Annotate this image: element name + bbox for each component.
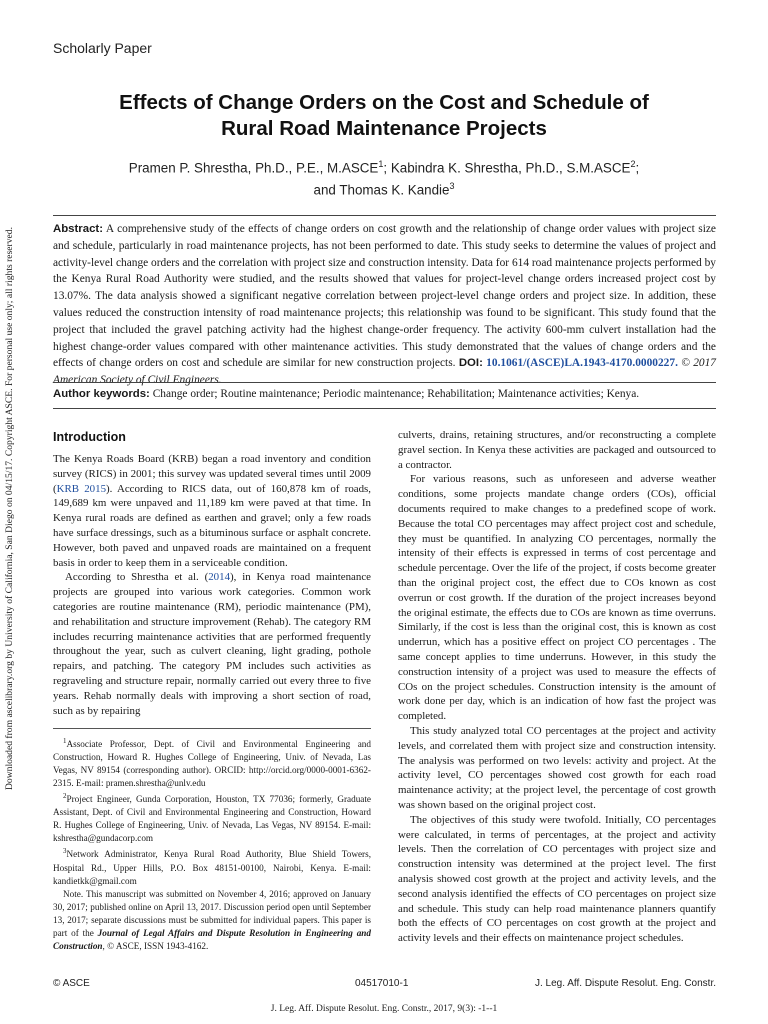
intro-paragraph-2: According to Shrestha et al. (2014), in Kenya road maintenance projects are grouped into various work categories. Common work categories are routine maintenance (RM), periodic maintenance (PM), and rehabilitation and structure improvement (Rehab). The category RM includes recurring maintenance activities that are performed frequently throughout the year, such as culvert cleaning, light grading, pothole repairs, and patching. The category PM includes such activities as regraveling and structure repair, normally carried out every three to five years. Rehab normally deals with improving a short section of road, such as by repairing — [53, 571, 372, 717]
author-1-affil: 1 — [378, 159, 384, 169]
body-paragraph-1: For various reasons, such as unforeseen and adverse weather conditions, some projects mandate change orders (COs), official documents required to make changes to a predefined scope of work. Because the total CO percentages may affect project cost and schedule, they must be quantified. In analyzing CO percentages, normally the intensity of their effects is expressed in terms of cost percentage and schedule percentage. Over the life of the project, if costs become greater than the original project cost, the effect due to COs known as cost overrun or cost growth. If the duration of the project increases beyond the original estimate, the effects due to COs are known as time overruns. Similarly, if the cost is less than the original cost, this is known as cost underrun, which has a positive effect on project CO percentages . The same concept applies to time underruns. However, in this study the construction intensity of a project was used to measure the effects of COs on the project schedules. Construction intensity is the amount of work done per day, which is an indication of how fast the project was completed. — [398, 473, 716, 723]
abstract-text: A comprehensive study of the effects of change orders on cost growth and the relationship of change order values with project size and schedule, particularly in road maintenance projects, has not been performed to date. This study seeks to determine the values of project and activity-level change orders and the correlation with project size and construction intensity. Data for 614 road maintenance projects performed by the Kenya Rural Road Authority were studied, and the results showed that values for project-level change orders increased project cost by 13.07%. The data analysis showed a significant negative correlation between project-level change orders and project size. In addition, these values reduced the construction intensity of road maintenance projects; this relationship was found to be significant. This study found that the project that included the gravel patching activity had the highest change-order frequency. The activity 600-mm culvert installation had the highest change-order values compared with other maintenance activities. This study demonstrated that the values of change orders and the effects of change orders on cost and schedule are similar for new construction projects. — [53, 223, 716, 370]
footnote-2: $^2$Project Engineer, Gunda Corporation, Houston, TX 77036; formerly, Graduate Assistant, Dept. of Civil and Environmental Engineering and Construction, Howard R. Hughes College of Engineering, Univ. of Nevada, Las Vegas, NV 89154. E-mail: kshrestha@gundacorp.com — [53, 792, 371, 844]
author-2: ; Kabindra K. Shrestha, Ph.D., S.M.ASCE — [383, 160, 631, 176]
paper-title — [40, 90, 728, 142]
abstract-copyright: © 2017 American Society of Civil Engineers. — [53, 357, 716, 387]
abstract-top-rule — [53, 215, 716, 216]
abstract-label: Abstract: — [53, 223, 104, 235]
author-2-sep: ; — [635, 160, 640, 176]
paper-category: Scholarly Paper — [53, 40, 152, 56]
footnote-rule — [53, 728, 371, 729]
citation-krb-2015[interactable]: KRB 2015 — [56, 482, 107, 495]
author-2-affil: 2 — [630, 159, 636, 169]
keywords-bottom-rule — [53, 408, 716, 409]
author-3-affil: 3 — [449, 181, 455, 192]
right-column — [398, 428, 716, 946]
author-1: Pramen P. Shrestha, Ph.D., P.E., M.ASCE — [128, 160, 379, 176]
footer-article-number: 04517010-1 — [355, 978, 409, 989]
keywords-text: Change order; Routine maintenance; Periodic maintenance; Rehabilitation; Maintenance activities; Kenya. — [149, 388, 640, 400]
journal-name: Journal of Legal Affairs and Dispute Resolution in Engineering and Construction — [53, 927, 371, 951]
doi-label: DOI: — [458, 357, 483, 370]
author-3: and Thomas K. Kandie — [313, 182, 450, 198]
footnote-3: $^3$Network Administrator, Kenya Rural Road Authority, Blue Shield Towers, Hospital Rd., Upper Hills, P.O. Box 48151-00100, Nairobi, Kenya. E-mail: kandietkk@gmail.com — [53, 847, 371, 886]
section-heading-introduction: Introduction — [53, 430, 126, 444]
author-list — [40, 155, 728, 200]
manuscript-note: Note. This manuscript was submitted on November 4, 2016; approved on January 30, 2017; published online on April 13, 2017. Discussion period open until September 13, 2017; separate discussions must be submitted for individual papers. This paper is part of the Journal of Legal Affairs and Dispute Resolution in Engineering and Construction, © ASCE, ISSN 1943-4162. — [53, 888, 371, 951]
citation-shrestha-2014[interactable]: 2014 — [208, 571, 231, 584]
body-paragraph-0: culverts, drains, retaining structures, and/or reconstructing a complete gravel section. In Kenya these activities are packaged and outsourced to a contractor. — [398, 429, 716, 471]
abstract — [53, 221, 716, 389]
footer-citation: J. Leg. Aff. Dispute Resolut. Eng. Constr., 2017, 9(3): -1--1 — [270, 1004, 498, 1014]
doi-link[interactable]: 10.1061/(ASCE)LA.1943-4170.0000227. — [482, 357, 678, 370]
footnote-1: $^1$Associate Professor, Dept. of Civil and Environmental Engineering and Construction, Howard R. Hughes College of Engineering, Univ. of Nevada, Las Vegas, NV 89154 (corresponding author). ORCID: http://orcid.org/0000-0001-6362-2315. E-mail: pramen.shrestha@unlv.edu — [53, 737, 371, 789]
title-line-2: Rural Road Maintenance Projects — [221, 117, 547, 140]
intro-paragraph-1: The Kenya Roads Board (KRB) began a road inventory and condition survey (RICS) in 2001; this survey was updated several times until 2009 (KRB 2015). According to RICS data, out of 160,878 km of roads, 149,689 km were unpaved and 11,189 km were paved at that time. In Kenya rural roads are defined as earthen and gravel; only a few roads have surface dressings, such as a bituminous surface or asphalt concrete. However, both paved and unpaved roads are maintained on a frequent basis in order to keep them in a serviceable condition. — [53, 453, 372, 569]
footer-copyright: © ASCE — [53, 978, 90, 989]
footer-journal: J. Leg. Aff. Dispute Resolut. Eng. Constr. — [534, 978, 716, 989]
left-column — [53, 430, 371, 953]
body-paragraph-3: The objectives of this study were twofold. Initially, CO percentages were calculated, in terms of percentages, at the project and activity levels. Then the correlation of CO percentages with project size and construction intensity was determined at the project level. The first analysis showed cost growth at the project and activity levels, and the second analysis identified the effects of CO percentages on project size and schedule. This study can help road maintenance planners quantify both the effects of CO percentages on cost growth at the project and activity levels and their effects on maintenance project schedules. — [398, 813, 716, 945]
author-keywords — [53, 386, 716, 402]
download-watermark-text: Downloaded from ascelibrary.org by University of California, San Diego on 04/15/17. Copyright ASCE. For personal use only; all rights reserved. — [4, 226, 15, 790]
download-watermark — [3, 210, 17, 790]
title-line-1: Effects of Change Orders on the Cost and Schedule of — [119, 91, 649, 114]
body-paragraph-2: This study analyzed total CO percentages at the project and activity levels, and correlated them with project size and construction intensity. The analysis was performed on two levels: activity and project. At the activity level, CO percentages showed cost growth for each road maintenance activity; at the project level, the percentage of cost growth was shown based on the original project cost. — [398, 724, 716, 811]
keywords-label: Author keywords: — [53, 388, 150, 400]
footnotes — [53, 735, 371, 952]
abstract-mid-rule — [53, 382, 716, 383]
